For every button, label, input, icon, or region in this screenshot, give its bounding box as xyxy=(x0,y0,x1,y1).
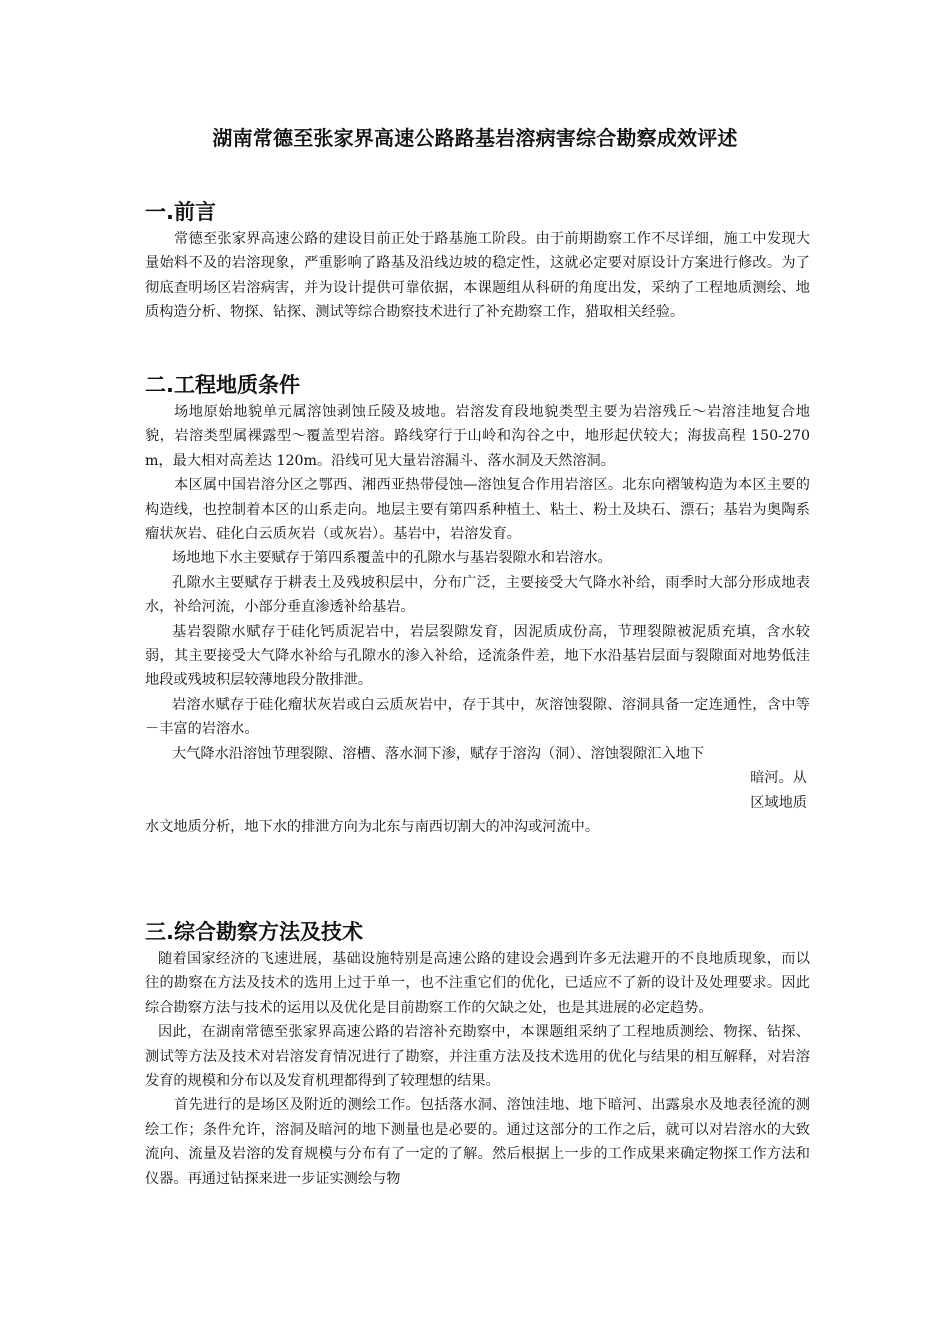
paragraph: 常德至张家界高速公路的建设目前正处于路基施工阶段。由于前期勘察工作不尽详细，施工中发现大量始料不及的岩溶现象，严重影响了路基及沿线边坡的稳定性，这就必定要对原设计方案进行修改。为了彻底查明场区岩溶病害，并为设计提供可靠依据，本课题组从科研的角度出发，采纳了工程地质测绘、地质构造分析、物探、钻探、测试等综合勘察技术进行了补充勘察工作，猎取相关经验。 xyxy=(145,231,810,321)
paragraph: 岩溶水赋存于硅化瘤状灰岩或白云质灰岩中，存于其中，灰溶蚀裂隙、溶洞具备一定连通性，含中等－丰富的岩溶水。 xyxy=(145,696,810,738)
paragraph: 因此，在湖南常德至张家界高速公路的岩溶补充勘察中，本课题组采纳了工程地质测绘、物探、钻探、测试等方法及技术对岩溶发育情况进行了勘察，并注重方法及技术选用的优化与结果的相互解释，对岩溶发育的规模和分布以及发育机理都得到了较理想的结果。 xyxy=(145,1024,810,1090)
section-geology xyxy=(145,370,810,839)
document-title: 湖南常德至张家界高速公路路基岩溶病害综合勘察成效评述 xyxy=(212,126,738,150)
paragraph: 随着国家经济的飞速进展，基础设施特别是高速公路的建设会遇到许多无法避开的不良地质现象，而以往的勘察在方法及技术的选用上过于单一，也不注重它们的优化，已适应不了新的设计及处理要求。因此综合勘察方法与技术的运用以及优化是目前勘察工作的欠缺之处，也是其进展的必定趋势。 xyxy=(145,951,810,1016)
paragraph: 水文地质分析，地下水的排泄方向为北东与南西切割大的冲沟或河流中。 xyxy=(145,818,600,835)
paragraph: 首先进行的是场区及附近的测绘工作。包括落水洞、溶蚀洼地、地下暗河、出露泉水及地表径流的测绘工作；条件允许，溶洞及暗河的地下测量也是必要的。通过这部分的工作之后，就可以对岩溶水的大致流向、流量及岩溶的发育规模与分布有了一定的了解。然后根据上一步的工作成果来确定物探工作方法和仪器。再通过钻探来进一步证实测绘与物 xyxy=(145,1097,810,1187)
paragraph-fragment: 区域地质 xyxy=(750,794,807,811)
paragraph: 大气降水沿溶蚀节理裂隙、溶槽、落水洞下渗，赋存于溶沟（洞）、溶蚀裂隙汇入地下 xyxy=(172,745,705,762)
paragraph: 本区属中国岩溶分区之鄂西、湘西亚热带侵蚀—溶蚀复合作用岩溶区。北东向褶皱构造为本区主要的构造线，也控制着本区的山系走向。地层主要有第四系种植土、粘土、粉土及块石、漂石；基岩为奥陶系瘤状灰岩、硅化白云质灰岩（或灰岩）。基岩中，岩溶发育。 xyxy=(145,477,810,543)
paragraph: 基岩裂隙水赋存于硅化钙质泥岩中，岩层裂隙发育，因泥质成份高，节理裂隙被泥质充填，含水较弱，其主要接受大气降水补给与孔隙水的渗入补给，迳流条件差，地下水沿基岩层面与裂隙面对地势低洼地段或残坡积层较薄地段分散排泄。 xyxy=(145,623,810,689)
section-preface xyxy=(145,197,810,325)
paragraph: 场地原始地貌单元属溶蚀剥蚀丘陵及坡地。岩溶发育段地貌类型主要为岩溶残丘～岩溶洼地复合地貌，岩溶类型属裸露型～覆盖型岩溶。路线穿行于山岭和沟谷之中，地形起伏较大；海拔高程 150-270m，最大相对高差达 120m。沿线可见大量岩溶漏斗、落水洞及天然溶洞。 xyxy=(145,404,810,469)
paragraph: 场地地下水主要赋存于第四系覆盖中的孔隙水与基岩裂隙水和岩溶水。 xyxy=(172,550,612,567)
section-heading-preface: 一.前言 xyxy=(145,200,216,224)
paragraph: 孔隙水主要赋存于耕表土及残坡积层中，分布广泛，主要接受大气降水补给，雨季时大部分形成地表水，补给河流，小部分垂直渗透补给基岩。 xyxy=(145,574,810,616)
section-heading-geology: 二.工程地质条件 xyxy=(145,373,300,397)
section-heading-methods: 三.综合勘察方法及技术 xyxy=(145,920,363,944)
section-methods xyxy=(145,917,810,1191)
paragraph-fragment: 暗河。从 xyxy=(750,770,807,787)
